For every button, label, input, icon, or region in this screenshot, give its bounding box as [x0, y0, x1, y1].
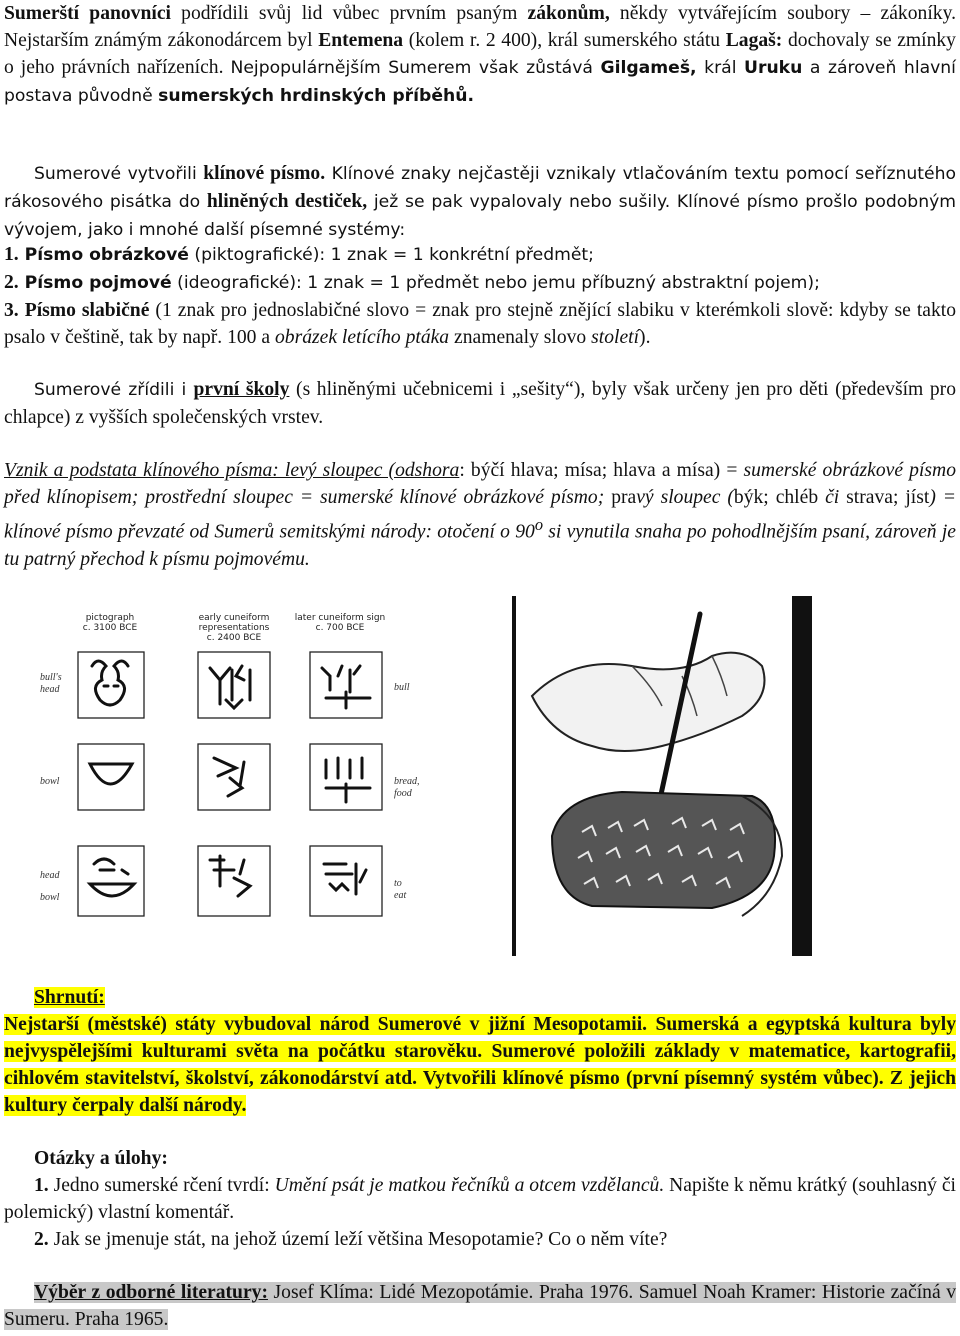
text-bold: Uruku	[744, 58, 803, 78]
box-bowl-early	[198, 744, 270, 810]
text-bold: Písmo slabičné	[18, 300, 150, 321]
label-head: head	[40, 684, 60, 695]
label-bowl: bowl	[40, 776, 60, 787]
label-head-2: head	[40, 870, 60, 881]
text-bold: sumerských hrdinských příběhů.	[158, 86, 474, 106]
box-head-bowl-early	[198, 846, 270, 916]
text-bold: první školy	[193, 379, 290, 400]
text: či	[825, 487, 840, 508]
text-italic: obrázek letícího ptáka	[274, 327, 450, 348]
text: jež se pak vypalovaly nebo sušily. Klínové písmo prošlo podobným vývojem, jako i mnohé další písemné systémy:	[4, 192, 956, 240]
text: Jedno sumerské rčení tvrdí:	[48, 1175, 275, 1196]
question-1	[4, 1172, 956, 1226]
list-number: 3.	[4, 300, 19, 321]
text: býk; chléb	[733, 487, 826, 508]
list-item	[4, 241, 956, 269]
text: (ideografické): 1 znak = 1 předmět nebo jemu příbuzný abstraktní pojem);	[171, 273, 820, 293]
label-food: food	[394, 788, 412, 799]
text: Vznik a podstata klínového písma: levý sloupec (odshora	[4, 460, 460, 481]
question-2	[4, 1226, 956, 1253]
text: Napište k němu krátký (souhlasný či polemický) vlastní komentář.	[4, 1175, 956, 1223]
bull-later-cuneiform-glyph	[322, 666, 370, 708]
text: strava; jíst	[839, 487, 930, 508]
summary-text-line	[4, 1011, 956, 1119]
eat-later-cuneiform-glyph	[324, 864, 366, 894]
text: někdy vytvářejícím soubory – zákoníky. Nejstarším známým zákonodárcem byl	[4, 3, 956, 51]
text-bold: Písmo obrázkové	[18, 245, 189, 265]
text-bold: Lagaš:	[725, 30, 783, 51]
header-later-cuneiform-date: c. 700 BCE	[315, 623, 365, 633]
text: podřídili svůj lid vůbec prvním psaným	[170, 3, 528, 24]
label-to: to	[394, 878, 402, 889]
head-bowl-pictograph-glyph	[90, 859, 134, 896]
label-bread: bread,	[394, 776, 420, 787]
label-eat: eat	[394, 890, 407, 901]
text-bold: Gilgameš,	[600, 58, 697, 78]
literature-text: Josef Klíma: Lidé Mezopotámie. Praha 1976. Samuel Noah Kramer: Historie začíná v Sumeru. Praha 1965.	[4, 1282, 956, 1330]
box-bull-pictograph	[78, 652, 144, 718]
label-bulls: bull's	[40, 672, 62, 683]
hand-writing-tablet-illustration	[512, 596, 812, 956]
paragraph-rulers	[4, 0, 956, 110]
text: Klínové znaky nejčastěji vznikaly vtlačováním textu pomocí seříznutého rákosového pisátka do	[4, 164, 956, 212]
degree-sup: o	[534, 515, 543, 534]
clay-tablet	[552, 792, 775, 908]
text-bold: klínové písmo.	[203, 163, 326, 184]
question-number: 1.	[34, 1175, 49, 1196]
illustration-border-right	[792, 596, 812, 956]
text: ) = klínové písmo převzaté od Sumerů semitskými národy: otočení o 90	[4, 487, 957, 543]
text: Sumerové zřídili i	[34, 380, 194, 400]
header-later-cuneiform: later cuneiform sign	[294, 613, 386, 623]
summary-heading-line	[4, 984, 956, 1011]
paragraph-schools	[4, 376, 956, 431]
paragraph-cuneiform	[4, 160, 956, 244]
text: Sumerové vytvořili	[34, 164, 204, 184]
text: Jak se jmenuje stát, na jehož území leží většina Mesopotamie? Co o něm víte?	[48, 1229, 668, 1250]
text: dochovaly se zmínky o jeho právních nařízeních.	[4, 30, 956, 78]
food-later-cuneiform-glyph	[326, 758, 370, 802]
illustration-border	[512, 596, 516, 956]
text: Nejpopulárnějším Sumerem však zůstává	[230, 58, 601, 78]
bowl-pictograph-glyph	[90, 764, 132, 784]
text: znamenaly slovo	[449, 327, 592, 348]
questions-heading-line	[4, 1145, 956, 1172]
text: a zároveň hlavní postava původně	[4, 58, 956, 106]
bull-early-cuneiform-glyph	[210, 666, 250, 708]
list-number: 1.	[4, 244, 19, 265]
list-item	[4, 297, 956, 351]
text-bold: Entemena	[318, 30, 404, 51]
text: : býčí hlava; mísa; hlava a mísa) =	[459, 460, 744, 481]
header-early-cuneiform: early cuneiform	[198, 613, 270, 623]
text-italic: století	[591, 327, 640, 348]
list-item	[4, 269, 956, 297]
header-early-cuneiform-date: c. 2400 BCE	[206, 633, 262, 643]
summary-text: Nejstarší (městské) státy vybudoval národ Sumerové v jižní Mesopotamii. Sumerská a egyptská kultura byly nejvyspělejšími kulturami světa na počátku starověku. Sumerové položili základy v matematice, kartografii, cihlovém stavitelství, školství, zákonodárství atd. Vytvořili klínové písmo (první písemný systém vůbec). Z jejich kultury čerpaly další národy.	[4, 1014, 956, 1116]
cuneiform-evolution-chart	[30, 608, 430, 938]
questions-section	[4, 1145, 956, 1253]
label-bowl-2: bowl	[40, 892, 60, 903]
text-bold: zákonům,	[527, 3, 610, 24]
literature-label: Výběr z odborné literatury:	[34, 1282, 268, 1303]
text: (s hliněnými učebnicemi i „sešity“), byly však určeny jen pro děti (především pro chlapce) z vyšších společenských vrstev.	[4, 379, 956, 428]
text: pra	[604, 487, 637, 508]
text: (piktografické): 1 znak = 1 konkrétní předmět;	[188, 245, 594, 265]
text-bold: Sumerští panovníci	[4, 3, 171, 24]
list-number: 2.	[4, 272, 19, 293]
label-bull: bull	[394, 682, 410, 693]
text-bold: Písmo pojmové	[18, 273, 172, 293]
box-head-bowl-pictograph	[78, 846, 144, 916]
question-number: 2.	[34, 1229, 49, 1250]
figure-row	[4, 596, 956, 956]
quote: Umění psát je matkou řečníků a otcem vzdělanců.	[274, 1175, 665, 1196]
text: (kolem r. 2 400), král sumerského státu	[403, 30, 726, 51]
header-pictograph: pictograph	[85, 613, 135, 623]
text: (1 znak pro jednoslabičné slovo = znak pro stejně znějící slabiku v kterémkoli slově: kdyby se takto psalo v češtině, tak by např. 100 a	[4, 300, 957, 348]
bull-head-pictograph-glyph	[92, 661, 128, 705]
text: vý sloupec (	[636, 487, 734, 508]
header-early-cuneiform-sub: representations	[198, 623, 270, 633]
summary-heading: Shrnutí:	[34, 987, 105, 1008]
head-bowl-early-cuneiform-glyph	[210, 856, 250, 896]
writing-stages-list	[4, 241, 956, 351]
figure-caption	[4, 457, 956, 573]
box-eat-later	[310, 846, 382, 916]
questions-heading: Otázky a úlohy:	[34, 1148, 168, 1169]
bowl-early-cuneiform-glyph	[214, 758, 244, 796]
summary-box	[4, 984, 956, 1119]
header-pictograph-date: c. 3100 BCE	[82, 623, 138, 633]
text-bold: hliněných destiček,	[206, 191, 368, 212]
text: ).	[639, 327, 651, 348]
text: si vynutila snaha po pohodlnějším psaní, zároveň je tu patrný přechod k písmu pojmovému.	[4, 521, 956, 570]
text: král	[696, 58, 745, 78]
text: sumerské obrázkové písmo před klínopisem; prostřední sloupec = sumerské klínové obrázkové písmo;	[4, 460, 956, 508]
box-bowl-pictograph	[78, 744, 144, 810]
literature-section	[4, 1279, 956, 1333]
